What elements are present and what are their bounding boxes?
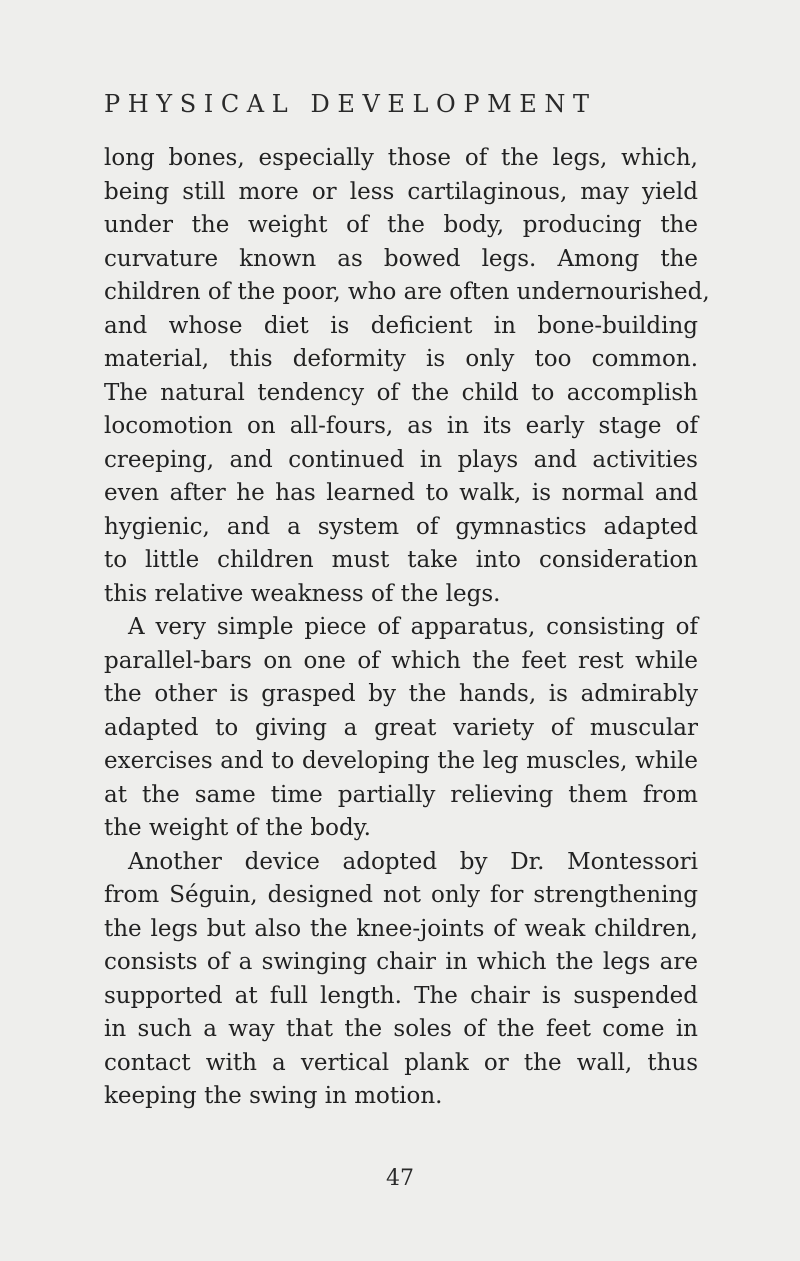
text-line: children of the poor, who are often undernourished, (104, 279, 710, 305)
paragraph (104, 611, 698, 846)
text-line: to little children must take into consideration (104, 547, 698, 573)
text-line: the legs but also the knee-joints of weak children, (104, 915, 698, 942)
text-line: A very simple piece of apparatus, consisting of (128, 614, 698, 640)
running-header: PHYSICAL DEVELOPMENT (104, 90, 597, 118)
text-line: at the same time partially relieving them from (104, 781, 698, 808)
text-line: the weight of the body. (104, 815, 371, 841)
text-line: consists of a swinging chair in which the legs are (104, 949, 698, 975)
text-line: keeping the swing in motion. (104, 1083, 443, 1109)
text-line: this relative weakness of the legs. (104, 580, 501, 607)
paragraph (104, 846, 698, 1114)
text-line: even after he has learned to walk, is normal and (104, 480, 698, 506)
text-line: The natural tendency of the child to accomplish (104, 379, 698, 406)
text-line: being still more or less cartilaginous, may yield (104, 178, 698, 205)
text-line: creeping, and continued in plays and activities (104, 446, 698, 473)
text-line: supported at full length. The chair is suspended (104, 982, 698, 1009)
text-line: the other is grasped by the hands, is admirably (104, 681, 698, 707)
text-line: adapted to giving a great variety of muscular (104, 714, 698, 741)
text-line: hygienic, and a system of gymnastics adapted (104, 513, 698, 540)
text-line: Another device adopted by Dr. Montessori (128, 848, 698, 875)
text-line: and whose diet is deficient in bone-building (104, 312, 698, 339)
text-line: curvature known as bowed legs. Among the (104, 245, 698, 272)
paragraph (104, 142, 710, 611)
body-text (104, 142, 710, 1114)
text-line: from Séguin, designed not only for strengthening (104, 882, 698, 908)
text-line: locomotion on all-fours, as in its early stage of (104, 413, 698, 439)
text-line: under the weight of the body, producing the (104, 212, 698, 238)
page-number: 47 (386, 1166, 414, 1191)
text-line: long bones, especially those of the legs, which, (104, 145, 698, 171)
text-line: in such a way that the soles of the feet come in (104, 1016, 698, 1042)
text-line: parallel-bars on one of which the feet rest while (104, 647, 698, 674)
text-line: contact with a vertical plank or the wall, thus (104, 1049, 698, 1076)
text-line: exercises and to developing the leg muscles, while (104, 748, 698, 774)
text-line: material, this deformity is only too common. (104, 346, 698, 372)
